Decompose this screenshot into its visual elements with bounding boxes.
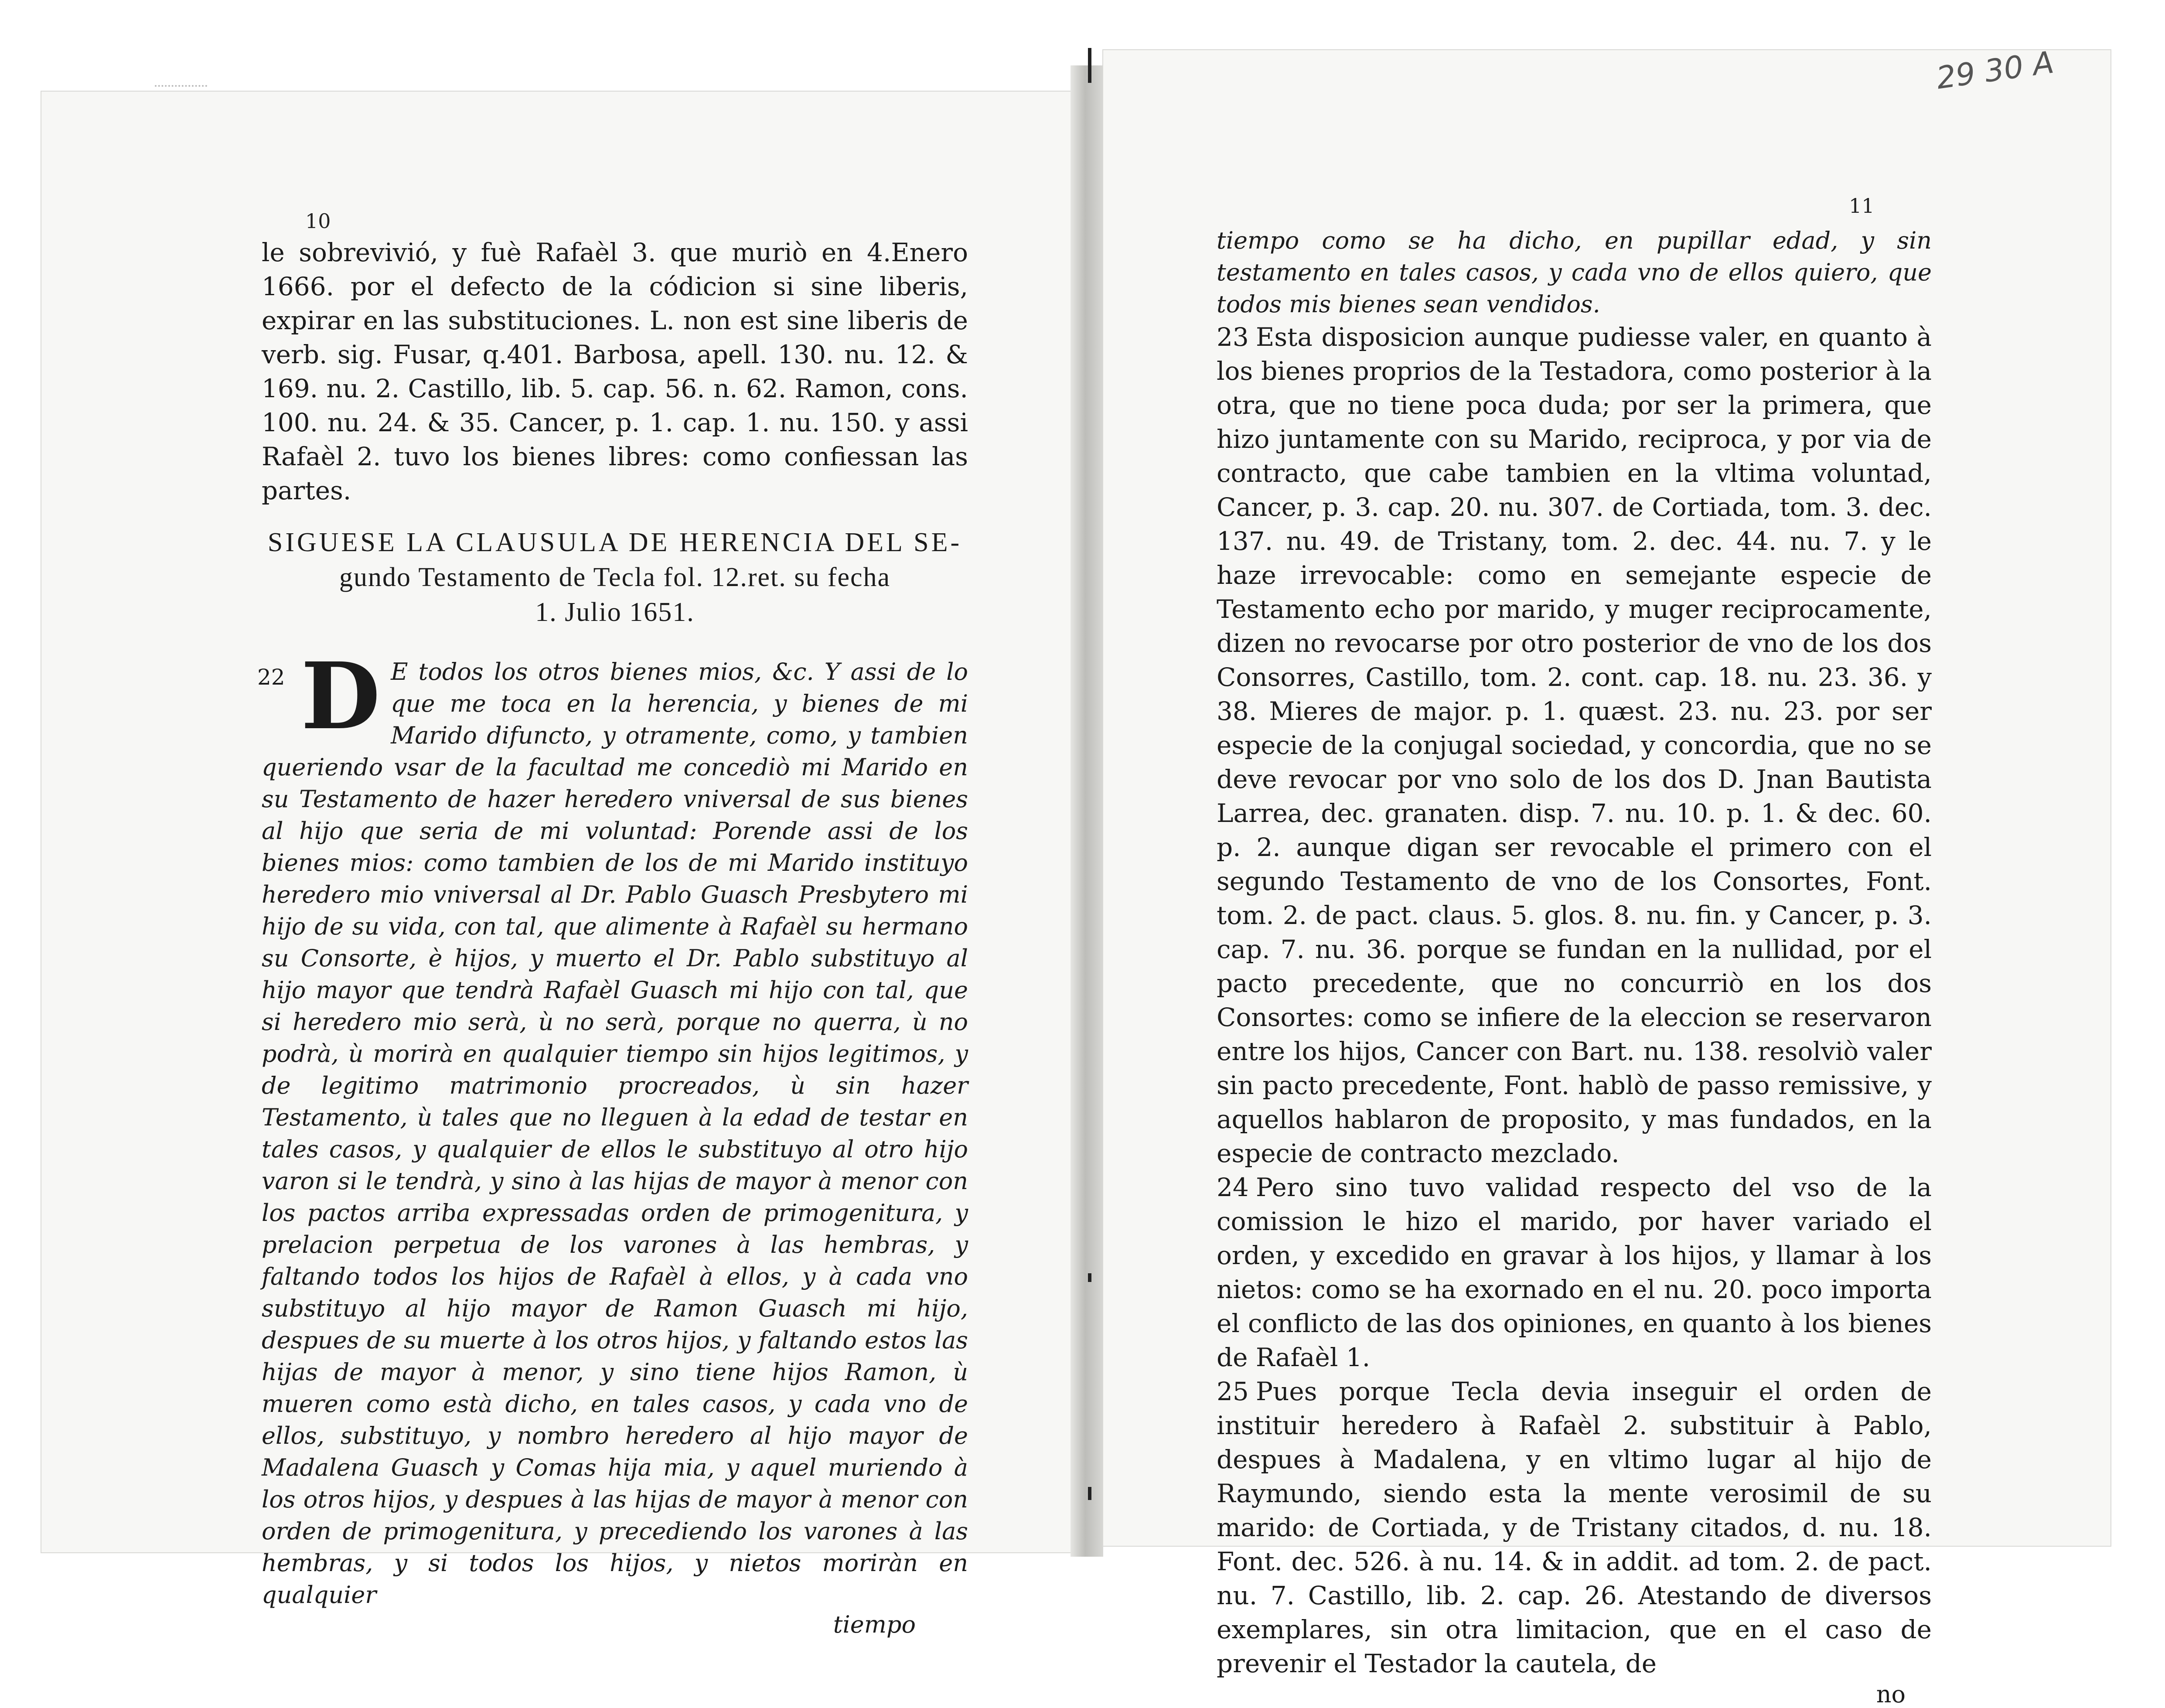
paragraph-text: Esta disposicion aunque pudiesse valer, en quanto à los bienes proprios de la Testadora, como posterior à la otra, que no tiene poca duda; por ser la primera, que hizo juntamente con su Marido, reciproca, y por via de contracto, que cabe tambien en la vltima voluntad, Cancer, p. 3. cap. 20. nu. 307. de Cortiada, tom. 3. dec. 137. nu. 49. de Tristany, tom. 2. dec. 44. nu. 7. y le haze irrevocable: como en semejante especie de Testamento echo por marido, y muger reciprocamente, dizen no revocarse por otro posterior de vno de los dos Consorres, Castillo, tom. 2. cont. cap. 18. nu. 23. 36. y 38. Mieres de major. p. 1. quæst. 23. nu. 23. por ser especie de la conjugal sociedad, y concordia, que no se deve revocar por vno solo de los dos D. Jnan Bautista Larrea, dec. granaten. disp. 7. nu. 10. p. 1. & dec. 60. p. 2. aunque digan ser revocable el primero con el segundo Testamento de vno de los Consortes, Font. tom. 2. de pact. claus. 5. glos. 8. nu. fin. y Cancer, p. 3. cap. 7. nu. 36. porque se fundan en la nullidad, por el pacto precedente, que no concurriò en los dos Consortes: como se infiere de la eleccion se reservaron entre los hijos, Cancer con Bart. nu. 138. resolviò valer sin pacto precedente, Font. hablò de passo remissive, y aquellos hablaron de proposito, y mas fundados, en la especie de contracto mezclado. [1217, 322, 1932, 1168]
clause-heading [262, 525, 968, 630]
paragraph-number: 24 [1217, 1173, 1249, 1202]
heading-line-2: gundo Testamento de Tecla fol. 12.ret. su fecha [339, 563, 891, 592]
paragraph-24 [1217, 1170, 1932, 1374]
faint-pencil-mark [155, 85, 207, 104]
left-page-content [257, 235, 968, 1638]
book-gutter [1071, 65, 1103, 1557]
gutter-mark-middle [1088, 1273, 1091, 1282]
paragraph-text: Pero sino tuvo validad respecto del vso de la comission le hizo el marido, por haver variado el orden, y excedido en gravar à los hijos, y llamar à los nietos: como se ha exornado en el nu. 20. poco importa el conflicto de las dos opiniones, en quanto à los bienes de Rafaèl 1. [1217, 1173, 1932, 1372]
left-intro-paragraph: le sobrevivió, y fuè Rafaèl 3. que muriò en 4.Enero 1666. por el defecto de la códicion si sine liberis, expirar en las substituciones. L. non est sine liberis de verb. sig. Fusar, q.401. Barbosa, apell. 130. nu. 12. & 169. nu. 2. Castillo, lib. 5. cap. 56. n. 62. Ramon, cons. 100. nu. 24. & 35. Cancer, p. 1. cap. 1. nu. 150. y assi Rafaèl 2. tuvo los bienes libres: como confiessan las partes. [262, 238, 968, 505]
paragraph-text: Pues porque Tecla devia inseguir el orden de instituir heredero à Rafaèl 2. substituir à Pablo, despues à Madalena, y en vltimo lugar al hijo de Raymundo, siendo esta la mente verosimil de su marido: de Cortiada, y de Tristany citados, d. nu. 18. Font. dec. 526. à nu. 14. & in addit. ad tom. 2. de pact. nu. 7. Castillo, lib. 2. cap. 26. Atestando de diversos exemplares, sin otra limitacion, que en el caso de prevenir el Testador la cautela, de [1217, 1377, 1932, 1678]
heading-line-1: SIGUESE LA CLAUSULA DE HERENCIA DEL SE- [267, 528, 962, 557]
gutter-mark-bottom [1088, 1487, 1091, 1500]
paragraph-25 [1217, 1374, 1932, 1681]
heading-line-3: 1. Julio 1651. [535, 597, 695, 627]
clause-number: 22 [257, 665, 285, 690]
left-page-number: 10 [305, 209, 331, 233]
gutter-mark-top [1088, 48, 1091, 83]
left-catchword: tiempo [833, 1611, 916, 1638]
drop-cap: D [301, 642, 381, 750]
paragraph-23 [1217, 320, 1932, 1170]
right-catchword: no [1876, 1681, 1906, 1708]
handwritten-folio-number: 29 30 A [1934, 44, 2056, 96]
clause-text: E todos los otros bienes mios, &c. Y assi de lo que me toca en la herencia, y bienes de mi Marido difuncto, y otramente, como, y tambien queriendo vsar de la facultad me concediò mi Marido en su Testamento de hazer heredero vniversal de sus bienes al hijo que seria de mi voluntad: Porende assi de los bienes mios: como tambien de los de mi Marido instituyo heredero mio vniversal al Dr. Pablo Guasch Presbytero mi hijo de su vida, con tal, que alimente à Rafaèl su hermano su Consorte, è hijos, y muerto el Dr. Pablo substituyo al hijo mayor que tendrà Rafaèl Guasch mi hijo con tal, que si heredero mio serà, ù no serà, porque no querra, ù no podrà, ù morirà en qualquier tiempo sin hijos legitimos, y de legitimo matrimonio procreados, ù sin hazer Testamento, ù tales que no lleguen à la edad de testar en tales casos, y qualquier de ellos le substituyo al otro hijo varon si le tendrà, y sino à las hijas de mayor à menor con los pactos arriba expressadas orden de primogenitura, y prelacion perpetua de los varones à las hembras, y faltando todos los hijos de Rafaèl à ellos, y à cada vno substituyo al hijo mayor de Ramon Guasch mi hijo, despues de su muerte à los otros hijos, y faltando estos las hijas de mayor à menor, y sino tiene hijos Ramon, ù mueren como està dicho, en tales casos, y cada vno de ellos, substituyo, y nombro heredero al hijo mayor de Madalena Guasch y Comas hija mia, y aquel muriendo à los otros hijos, y despues à las hijas de mayor à menor con orden de primogenitura, y precediendo los varones à las hembras, y si todos los hijos, y nietos moriràn en qualquier [262, 658, 968, 1609]
clause-block [257, 642, 968, 1638]
paragraph-number: 25 [1217, 1377, 1249, 1406]
paragraph-number: 23 [1217, 322, 1249, 352]
right-page-number: 11 [1849, 194, 1875, 218]
right-page-content [1217, 225, 1932, 1708]
right-opening-text: tiempo como se ha dicho, en pupillar edad, y sin testamento en tales casos, y cada vno de ellos quiero, que todos mis bienes sean vendidos. [1217, 227, 1932, 318]
